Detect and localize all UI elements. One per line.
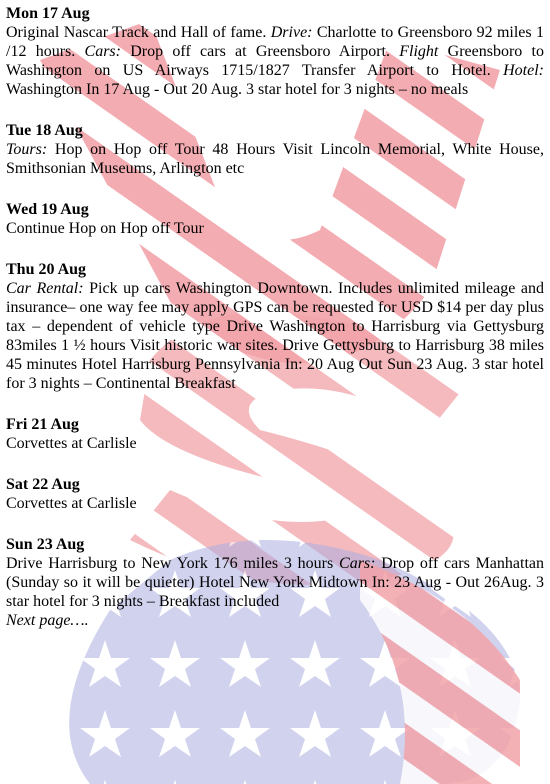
description-text: Hop on Hop off Tour 48 Hours Visit Lincoln Memorial, White House, Smithsonian Museums, Arlington etc xyxy=(6,141,544,177)
description-text: Drop off cars at Greensboro Airport. xyxy=(120,43,400,60)
day-section xyxy=(6,260,544,393)
description-text: Pick up cars Washington Downtown. Includes unlimited mileage and insurance– one way fee may apply GPS can be requested for USD $14 per day plus tax – dependent of vehicle type Drive Washington to Harrisburg via Gettysburg 83miles 1 ½ hours Visit historic war sites. Drive Gettysburg to Harrisburg 38 miles 45 minutes Hotel Harrisburg Pennsylvania In: 20 Aug Out Sun 23 Aug. 3 star hotel for 3 nights – Continental Breakfast xyxy=(6,280,544,392)
description-text: Washington In 17 Aug - Out 20 Aug. 3 star hotel for 3 nights – no meals xyxy=(6,81,469,98)
day-section xyxy=(6,200,544,238)
field-label: Tours: xyxy=(6,141,48,158)
field-label: Cars: xyxy=(339,555,376,572)
day-heading: Wed 19 Aug xyxy=(6,201,89,218)
description-text: Greensboro to Washington on US Airways 1715/1827 Transfer Airport to Hotel. xyxy=(6,43,544,79)
description-text: Continue Hop on Hop off Tour xyxy=(6,220,204,237)
day-section xyxy=(6,415,544,453)
day-heading: Mon 17 Aug xyxy=(6,5,90,22)
field-label: Car Rental: xyxy=(6,280,84,297)
day-description xyxy=(6,554,544,611)
day-heading: Sat 22 Aug xyxy=(6,476,80,493)
day-heading: Tue 18 Aug xyxy=(6,122,83,139)
day-description xyxy=(6,140,544,178)
day-description xyxy=(6,219,544,238)
field-label: Hotel: xyxy=(503,62,544,79)
day-section xyxy=(6,475,544,513)
day-section xyxy=(6,4,544,99)
description-text: Corvettes at Carlisle xyxy=(6,495,137,512)
description-text: Corvettes at Carlisle xyxy=(6,435,137,452)
description-text: Original Nascar Track and Hall of fame. xyxy=(6,24,271,41)
day-heading: Fri 21 Aug xyxy=(6,416,79,433)
day-heading: Thu 20 Aug xyxy=(6,261,87,278)
description-text: Drop off cars Manhattan (Sunday so it will be quieter) Hotel New York Midtown In: 23 Aug - Out 26Aug. 3 star hotel for 3 nights – Breakfast included xyxy=(6,555,545,610)
description-text: Charlotte to Greensboro 92 miles 1 /12 hours. xyxy=(6,24,545,60)
day-section xyxy=(6,535,544,611)
next-page-note: Next page…. xyxy=(6,612,89,629)
day-description xyxy=(6,23,544,99)
day-section xyxy=(6,121,544,178)
day-description xyxy=(6,279,544,393)
day-description xyxy=(6,434,544,453)
field-label: Cars: xyxy=(84,43,121,60)
day-heading: Sun 23 Aug xyxy=(6,536,85,553)
field-label: Flight xyxy=(399,43,439,60)
field-label: Drive: xyxy=(270,24,313,41)
description-text: Drive Harrisburg to New York 176 miles 3 hours xyxy=(6,555,340,572)
day-description xyxy=(6,494,544,513)
